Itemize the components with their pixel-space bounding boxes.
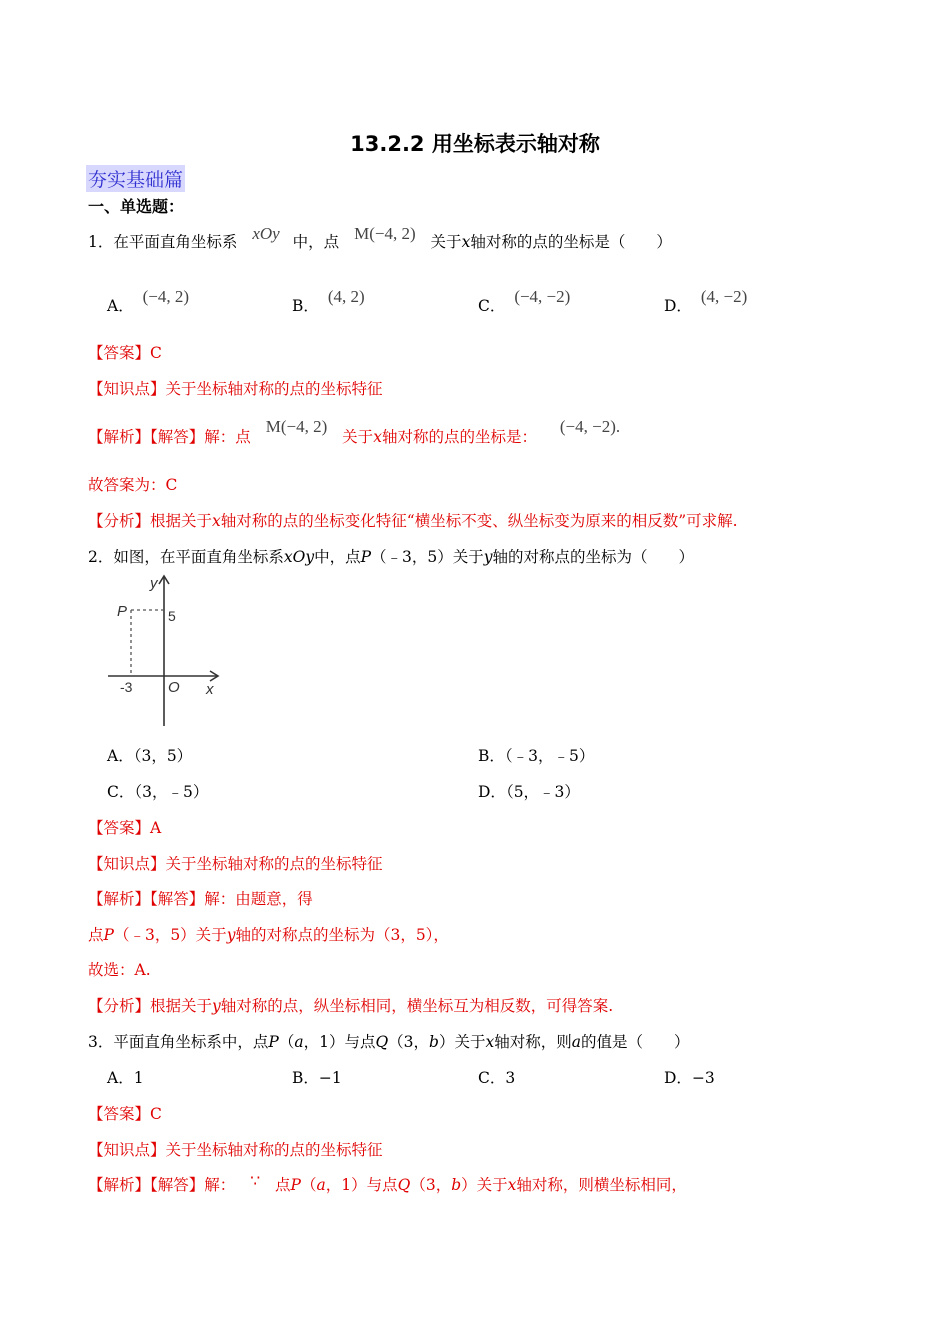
q1-option-b[interactable] <box>292 287 365 316</box>
q3-stem-text-7: 的值是（ ） <box>581 1033 690 1051</box>
q2-stem-text-3: （﹣3，5）关于 <box>371 548 484 566</box>
q2-option-b[interactable] <box>478 744 594 766</box>
q1-stem <box>88 224 672 252</box>
q3-var-a: a <box>294 1033 304 1051</box>
analysis-text: 【解析】【解答】解：点 <box>88 428 251 446</box>
analysis-text-6: ）关于 <box>461 1176 508 1194</box>
page-title: 13.2.2 用坐标表示轴对称 <box>350 132 600 156</box>
q3-axis: x <box>485 1033 495 1051</box>
q1-option-c[interactable] <box>478 287 571 316</box>
method-axis: x <box>212 512 221 530</box>
analysis-point: P <box>103 926 114 944</box>
method-text: 【分析】根据关于 <box>88 512 213 530</box>
method-text: 【分析】根据关于 <box>88 997 213 1015</box>
analysis-text: 点 <box>88 926 104 944</box>
option-value: （3，﹣5） <box>134 783 209 801</box>
section-label: 夯实基础篇 <box>86 165 185 192</box>
q3-stem-text-4: （3， <box>388 1033 430 1051</box>
q2-stem <box>88 545 694 567</box>
analysis-result: (−4, −2). <box>559 417 621 436</box>
analysis-point-p: P <box>290 1176 301 1194</box>
analysis-text: 【解析】【解答】解： <box>88 1176 236 1194</box>
q2-coordinate-figure <box>100 570 225 730</box>
analysis-text-2: 关于 <box>342 428 374 446</box>
analysis-text-4: ，1）与点 <box>325 1176 398 1194</box>
question-type-heading: 一、单选题： <box>88 197 185 216</box>
q3-option-b[interactable] <box>292 1066 342 1088</box>
q2-conclusion: 故选：A. <box>88 961 151 979</box>
q2-option-c[interactable] <box>107 780 208 802</box>
y-tick-label: 5 <box>168 608 176 624</box>
option-value: （5，﹣3） <box>505 783 580 801</box>
q1-stem-text-4: 轴对称的点的坐标是（ ） <box>470 233 672 251</box>
point-p-label: P <box>117 603 128 620</box>
option-label: B． <box>292 297 319 315</box>
analysis-point: M(−4, 2) <box>265 417 328 436</box>
q2-stem-text-4: 轴的对称点的坐标为（ ） <box>492 548 695 566</box>
q2-method <box>88 994 613 1016</box>
q3-answer: 【答案】C <box>88 1105 162 1123</box>
analysis-text-3: （ <box>300 1176 317 1194</box>
analysis-axis: x <box>507 1176 517 1194</box>
q1-option-d[interactable] <box>664 287 748 316</box>
x-tick-label: -3 <box>120 679 133 695</box>
q3-point-p: P <box>268 1033 279 1051</box>
method-text-2: 轴对称的点的坐标变化特征“横坐标不变、纵坐标变为原来的相反数”可求解. <box>220 512 738 530</box>
method-axis: y <box>212 997 221 1015</box>
analysis-axis: x <box>373 428 382 446</box>
q1-point: M(−4, 2) <box>354 224 416 243</box>
q3-point-q: Q <box>375 1033 389 1051</box>
analysis-var-a: a <box>316 1176 326 1194</box>
option-value: (4, 2) <box>327 287 365 306</box>
option-value: −3 <box>691 1069 715 1087</box>
option-label: C． <box>107 783 135 801</box>
analysis-text-2: 点 <box>275 1176 291 1194</box>
option-value: (4, −2) <box>700 287 748 306</box>
q1-option-a[interactable] <box>107 287 190 316</box>
q3-stem-text-2: （ <box>278 1033 295 1051</box>
q3-stem-text: 3．平面直角坐标系中，点 <box>88 1033 269 1051</box>
q1-coord-system: xOy <box>252 224 280 243</box>
q3-stem-text-5: ）关于 <box>438 1033 486 1051</box>
analysis-text-5: （3， <box>410 1176 452 1194</box>
q3-knowledge: 【知识点】关于坐标轴对称的点的坐标特征 <box>88 1141 383 1159</box>
option-label: C． <box>478 297 506 315</box>
option-label: D． <box>664 1069 692 1087</box>
analysis-text-2: （﹣3，5）关于 <box>113 926 227 944</box>
q3-stem-text-6: 轴对称，则 <box>494 1033 572 1051</box>
q2-analysis: 【解析】【解答】解：由题意，得 <box>88 890 313 908</box>
q1-answer: 【答案】C <box>88 344 162 362</box>
q3-option-c[interactable] <box>478 1066 515 1088</box>
analysis-axis: y <box>226 926 236 944</box>
q3-stem-text-3: ，1）与点 <box>303 1033 376 1051</box>
analysis-text-3: 轴的对称点的坐标为（3，5）， <box>235 926 449 944</box>
q1-conclusion: 故答案为：C <box>88 476 178 494</box>
q2-option-a[interactable] <box>107 744 192 766</box>
option-value: −1 <box>318 1069 342 1087</box>
y-axis-label: y <box>150 575 158 592</box>
q2-answer: 【答案】A <box>88 819 162 837</box>
option-label: A． <box>107 747 134 765</box>
option-value: (−4, 2) <box>142 287 190 306</box>
option-value: 3 <box>505 1069 516 1087</box>
q3-stem <box>88 1030 690 1052</box>
x-axis-label: x <box>206 681 214 698</box>
option-label: C． <box>478 1069 506 1087</box>
q3-analysis <box>88 1173 687 1195</box>
analysis-text-7: 轴对称，则横坐标相同， <box>516 1176 687 1194</box>
q1-stem-text-2: 中，点 <box>292 233 340 251</box>
q1-axis: x <box>461 233 471 251</box>
option-value: （﹣3，﹣5） <box>504 747 595 765</box>
option-label: D． <box>664 297 692 315</box>
q2-analysis-line-2 <box>88 923 449 945</box>
option-label: A． <box>107 297 134 315</box>
q2-option-d[interactable] <box>478 780 580 802</box>
analysis-var-b: b <box>451 1176 462 1194</box>
method-text-2: 轴对称的点，纵坐标相同，横坐标互为相反数，可得答案. <box>220 997 614 1015</box>
q2-coord-system: xOy <box>283 548 315 566</box>
analysis-point-q: Q <box>397 1176 411 1194</box>
q1-stem-text-3: 关于 <box>430 233 462 251</box>
q1-knowledge: 【知识点】关于坐标轴对称的点的坐标特征 <box>88 380 383 398</box>
q1-stem-text: 1．在平面直角坐标系 <box>88 233 238 251</box>
analysis-text-3: 轴对称的点的坐标是： <box>381 428 537 446</box>
q2-stem-text-2: 中，点 <box>314 548 361 566</box>
q3-var-b: b <box>429 1033 439 1051</box>
q2-stem-text: 2．如图，在平面直角坐标系 <box>88 548 284 566</box>
q1-method <box>88 509 738 531</box>
q2-axis: y <box>483 548 493 566</box>
option-value: 1 <box>133 1069 144 1087</box>
option-value: （3，5） <box>133 747 193 765</box>
q3-var-a-2: a <box>571 1033 582 1051</box>
because-symbol: ∵ <box>250 1172 261 1190</box>
option-value: (−4, −2) <box>514 287 571 306</box>
q3-option-d[interactable] <box>664 1066 715 1088</box>
option-label: A． <box>107 1069 134 1087</box>
option-label: D． <box>478 783 506 801</box>
option-label: B． <box>478 747 505 765</box>
q3-option-a[interactable] <box>107 1066 144 1088</box>
option-label: B． <box>292 1069 319 1087</box>
origin-label: O <box>168 679 180 696</box>
q1-analysis <box>88 417 621 447</box>
q2-point-name: P <box>360 548 372 566</box>
q2-knowledge: 【知识点】关于坐标轴对称的点的坐标特征 <box>88 855 383 873</box>
